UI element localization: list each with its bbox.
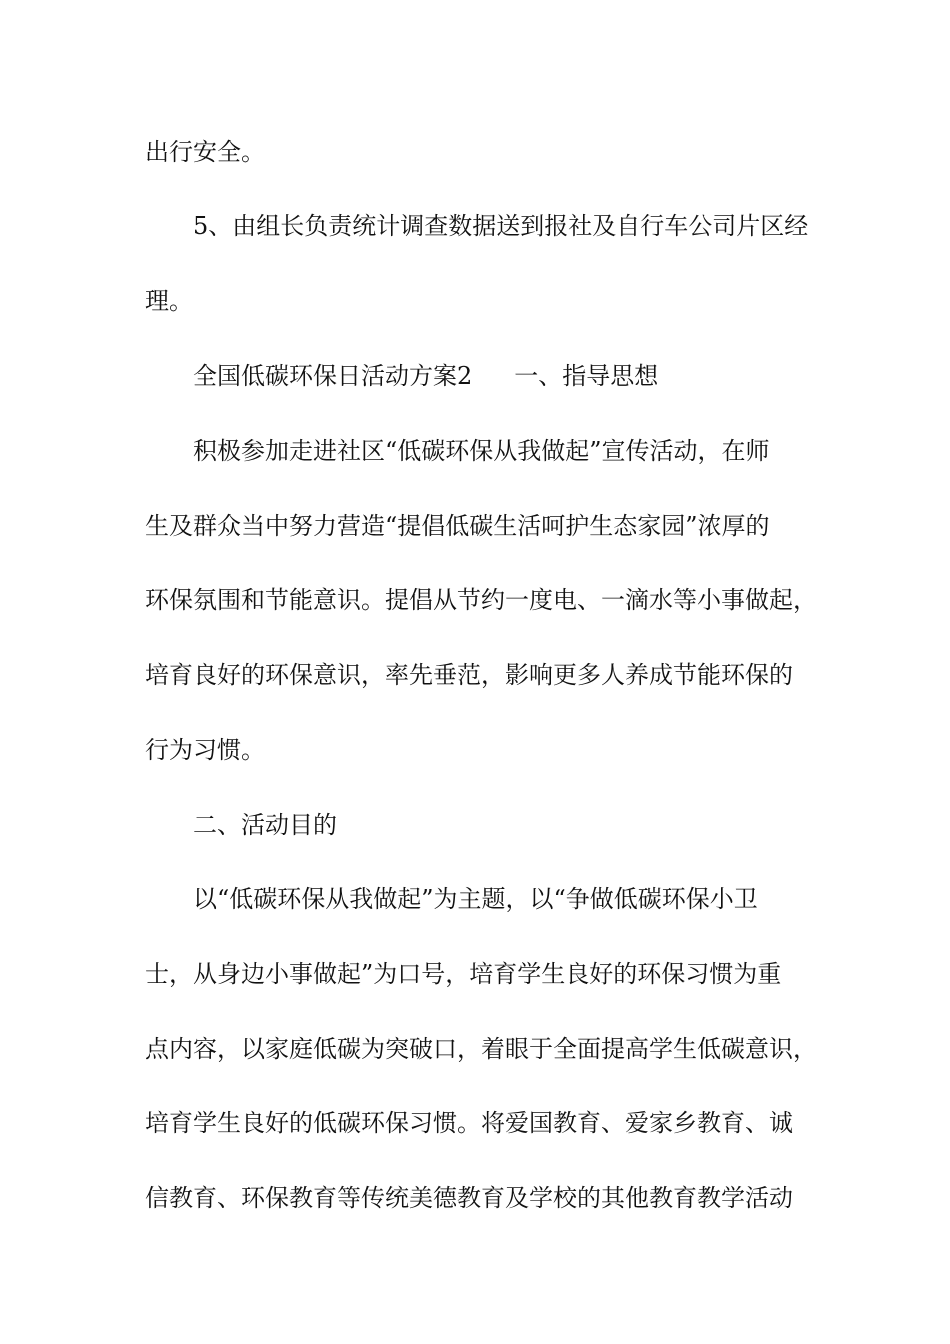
paragraph-line: 信教育、环保教育等传统美德教育及学校的其他教育教学活动 xyxy=(145,1184,793,1212)
section-title: 一、指导思想 xyxy=(514,362,659,390)
section-heading xyxy=(193,361,658,391)
paragraph-line: 以“低碳环保从我做起”为主题，以“争做低碳环保小卫 xyxy=(193,885,758,913)
paragraph-line: 生及群众当中努力营造“提倡低碳生活呵护生态家园”浓厚的 xyxy=(145,512,770,540)
paragraph-line: 培育良好的环保意识，率先垂范，影响更多人养成节能环保的 xyxy=(145,661,793,689)
plan-title: 全国低碳环保日活动方案2 xyxy=(193,362,473,390)
paragraph-line: 培育学生良好的低碳环保习惯。将爱国教育、爱家乡教育、诚 xyxy=(145,1109,793,1137)
paragraph-line: 士，从身边小事做起”为口号，培育学生良好的环保习惯为重 xyxy=(145,960,782,988)
paragraph-line: 行为习惯。 xyxy=(145,736,265,764)
section-heading: 二、活动目的 xyxy=(193,811,337,839)
paragraph-line: 点内容，以家庭低碳为突破口，着眼于全面提高学生低碳意识， xyxy=(145,1035,817,1063)
paragraph-line: 环保氛围和节能意识。提倡从节约一度电、一滴水等小事做起， xyxy=(145,586,817,614)
paragraph-line: 积极参加走进社区“低碳环保从我做起”宣传活动，在师 xyxy=(193,437,770,465)
paragraph-line: 出行安全。 xyxy=(145,138,265,166)
paragraph-line: 5、由组长负责统计调查数据送到报社及自行车公司片区经 xyxy=(193,212,809,240)
paragraph-line: 理。 xyxy=(145,287,193,315)
